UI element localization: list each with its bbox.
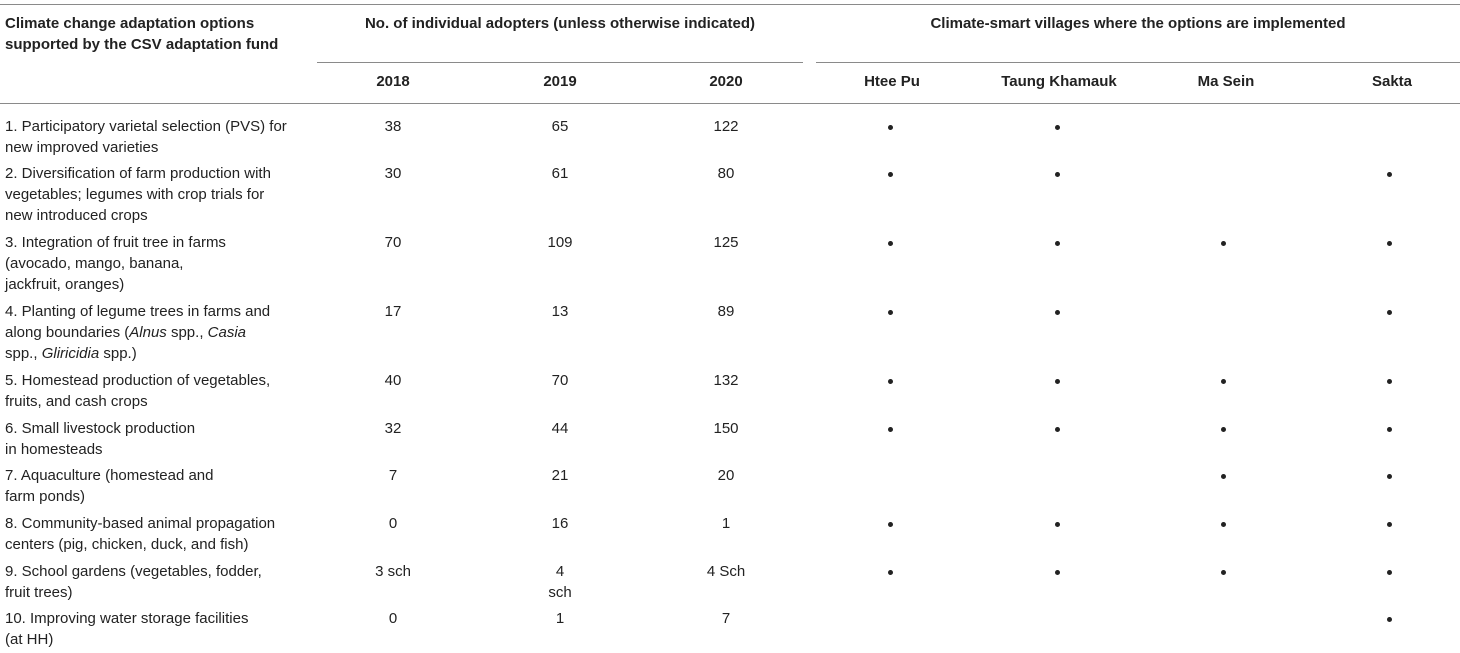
implemented-dot — [888, 241, 893, 246]
option-label — [5, 608, 248, 650]
genus-name: Casia — [207, 324, 247, 341]
implemented-dot — [1055, 125, 1060, 130]
adopters-2019: 44 — [551, 420, 569, 437]
option-line — [5, 343, 270, 364]
adopters-2019: 109 — [547, 234, 573, 251]
implemented-dot — [1221, 379, 1226, 384]
options-column-header — [5, 13, 278, 55]
adopters-2018: 7 — [388, 467, 398, 484]
implemented-dot — [888, 172, 893, 177]
option-text: along boundaries ( — [5, 324, 130, 341]
option-line: 3. Integration of fruit tree in farms — [5, 234, 226, 251]
implemented-dot — [1221, 522, 1226, 527]
adopters-2018: 32 — [384, 420, 402, 437]
adopters-2018: 3 sch — [375, 563, 411, 580]
village-header-sakta: Sakta — [1371, 73, 1413, 90]
implemented-dot — [888, 570, 893, 575]
implemented-dot — [888, 310, 893, 315]
option-text: spp.) — [99, 345, 137, 362]
adopters-2020: 80 — [717, 165, 735, 182]
option-line: 10. Improving water storage facilities — [5, 610, 249, 627]
village-header-ma-sein: Ma Sein — [1197, 73, 1255, 90]
value-line: 4 — [555, 563, 565, 580]
genus-name: Gliricidia — [41, 345, 100, 362]
options-header-line-1: Climate change adaptation options — [5, 15, 255, 32]
implemented-dot — [1221, 570, 1226, 575]
option-label — [5, 465, 213, 507]
implemented-dot — [888, 522, 893, 527]
implemented-dot — [1055, 570, 1060, 575]
option-label — [5, 301, 270, 364]
adopters-group-rule — [317, 62, 803, 63]
adopters-column-header: No. of individual adopters (unless otherwise indicated) — [364, 15, 756, 32]
option-label — [5, 163, 271, 226]
adopters-2019: 70 — [551, 372, 569, 389]
implemented-dot — [1387, 474, 1392, 479]
adopters-2020: 132 — [713, 372, 739, 389]
option-line: 1. Participatory varietal selection (PVS) for — [5, 118, 287, 135]
adopters-2020: 20 — [717, 467, 735, 484]
adopters-2019: 16 — [551, 515, 569, 532]
implemented-dot — [1387, 522, 1392, 527]
option-text: spp., — [166, 324, 208, 341]
implemented-dot — [1387, 427, 1392, 432]
option-label — [5, 370, 270, 412]
option-line: in homesteads — [5, 441, 103, 458]
option-line: 7. Aquaculture (homestead and — [5, 467, 214, 484]
option-text: spp., — [5, 345, 42, 362]
option-line: jackfruit, oranges) — [5, 276, 125, 293]
implemented-dot — [1221, 474, 1226, 479]
option-line: fruits, and cash crops — [5, 393, 148, 410]
implemented-dot — [1387, 617, 1392, 622]
header-bottom-rule — [0, 103, 1460, 104]
implemented-dot — [1221, 241, 1226, 246]
option-line: new introduced crops — [5, 207, 148, 224]
implemented-dot — [1055, 172, 1060, 177]
implemented-dot — [1055, 427, 1060, 432]
implemented-dot — [1387, 172, 1392, 177]
adopters-2020: 125 — [713, 234, 739, 251]
adopters-2018: 0 — [388, 610, 398, 627]
villages-group-rule — [816, 62, 1460, 63]
implemented-dot — [1387, 570, 1392, 575]
option-label — [5, 418, 195, 460]
adopters-2018: 70 — [384, 234, 402, 251]
implemented-dot — [888, 125, 893, 130]
adopters-2018: 40 — [384, 372, 402, 389]
implemented-dot — [888, 379, 893, 384]
adopters-2018: 17 — [384, 303, 402, 320]
option-line — [5, 322, 270, 343]
option-line: vegetables; legumes with crop trials for — [5, 186, 265, 203]
year-header-2020: 2020 — [709, 73, 743, 90]
value-line: sch — [548, 584, 572, 601]
adopters-2019: 13 — [551, 303, 569, 320]
option-line: 5. Homestead production of vegetables, — [5, 372, 271, 389]
adopters-2018: 0 — [388, 515, 398, 532]
option-label — [5, 116, 287, 158]
implemented-dot — [1055, 241, 1060, 246]
adopters-2019 — [510, 561, 610, 603]
implemented-dot — [1221, 427, 1226, 432]
adopters-2018: 38 — [384, 118, 402, 135]
option-label — [5, 513, 275, 555]
implemented-dot — [1387, 310, 1392, 315]
year-header-2018: 2018 — [376, 73, 410, 90]
genus-name: Alnus — [129, 324, 167, 341]
adopters-2018: 30 — [384, 165, 402, 182]
implemented-dot — [1055, 379, 1060, 384]
top-rule — [0, 4, 1460, 5]
implemented-dot — [1055, 310, 1060, 315]
adopters-2020: 89 — [717, 303, 735, 320]
option-line: 9. School gardens (vegetables, fodder, — [5, 563, 262, 580]
adopters-2020: 7 — [721, 610, 731, 627]
implemented-dot — [1387, 241, 1392, 246]
adopters-2019: 65 — [551, 118, 569, 135]
option-label — [5, 232, 226, 295]
option-line: (at HH) — [5, 631, 54, 648]
adopters-2019: 1 — [555, 610, 565, 627]
option-line: 4. Planting of legume trees in farms and — [5, 303, 271, 320]
implemented-dot — [888, 427, 893, 432]
adopters-2020: 1 — [721, 515, 731, 532]
adopters-2020: 4 Sch — [706, 563, 746, 580]
option-line: farm ponds) — [5, 488, 86, 505]
option-line: new improved varieties — [5, 139, 159, 156]
option-label — [5, 561, 262, 603]
adopters-2020: 122 — [713, 118, 739, 135]
option-line: centers (pig, chicken, duck, and fish) — [5, 536, 249, 553]
option-line: fruit trees) — [5, 584, 73, 601]
adopters-2019: 61 — [551, 165, 569, 182]
adopters-2019: 21 — [551, 467, 569, 484]
village-header-htee-pu: Htee Pu — [864, 73, 920, 90]
year-header-2019: 2019 — [543, 73, 577, 90]
village-header-taung-khamauk: Taung Khamauk — [1001, 73, 1117, 90]
implemented-dot — [1055, 522, 1060, 527]
options-header-line-2: supported by the CSV adaptation fund — [5, 36, 279, 53]
option-line: 6. Small livestock production — [5, 420, 196, 437]
adopters-2020: 150 — [713, 420, 739, 437]
option-line: 2. Diversification of farm production with — [5, 165, 271, 182]
option-line: (avocado, mango, banana, — [5, 255, 184, 272]
option-line: 8. Community-based animal propagation — [5, 515, 276, 532]
implemented-dot — [1387, 379, 1392, 384]
villages-column-header: Climate-smart villages where the options are implemented — [930, 15, 1346, 32]
